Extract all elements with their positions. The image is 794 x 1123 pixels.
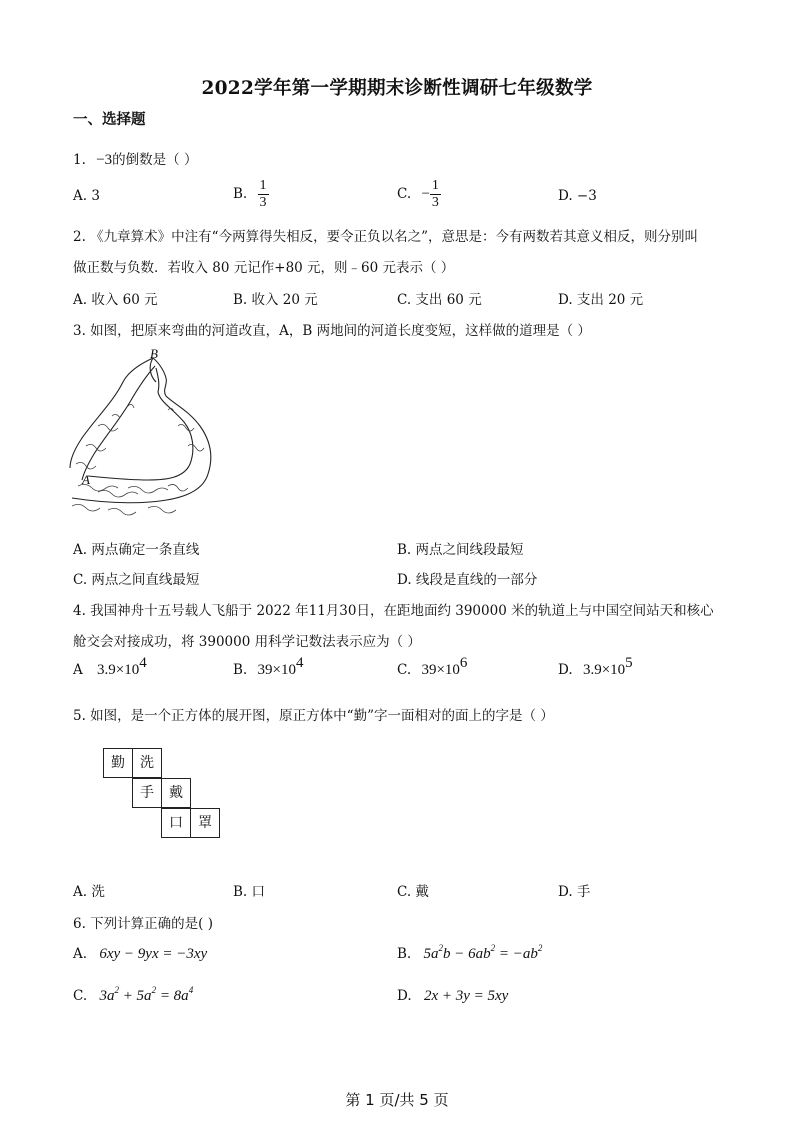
question-4-option-d[interactable] <box>558 655 633 679</box>
math-expression: 2x + 3y = 5xy <box>423 988 509 1004</box>
net-cell: 手 <box>132 778 162 808</box>
water-stroke <box>98 490 138 497</box>
question-number: 1. <box>73 152 86 168</box>
point-b-label: B <box>150 346 158 361</box>
math-expression: 3.9×10 <box>97 662 140 678</box>
water-stroke <box>128 404 134 408</box>
question-5-option-a[interactable]: A. 洗 <box>73 884 105 900</box>
option-label: B. <box>233 186 248 202</box>
question-5-stem: 5. 如图，是一个正方体的展开图，原正方体中“勤”字一面相对的面上的字是（ ） <box>73 708 554 724</box>
question-2-option-a[interactable]: A. 收入 60 元 <box>73 292 158 308</box>
question-2-option-b[interactable]: B. 收入 20 元 <box>233 292 318 308</box>
net-cell: 戴 <box>161 778 191 808</box>
question-3-option-b[interactable]: B. 两点之间线段最短 <box>397 542 524 558</box>
fraction <box>258 178 269 211</box>
river-left-bank-outer <box>70 358 153 468</box>
question-2-line-2: 做正数与负数．若收入 80 元记作+80 元，则﹣60 元表示（ ） <box>73 260 455 276</box>
denominator: 3 <box>431 195 439 210</box>
question-5-option-b[interactable]: B. 口 <box>233 884 266 900</box>
question-3-option-c[interactable]: C. 两点之间直线最短 <box>73 572 200 588</box>
question-4-option-b[interactable] <box>233 655 304 679</box>
question-text: 的倒数是（ ） <box>112 152 198 168</box>
net-cell: 勤 <box>103 748 133 778</box>
math-expression: 39×10 <box>421 662 460 678</box>
numerator: 1 <box>431 178 439 193</box>
math-expression: 3.9×10 <box>582 662 626 678</box>
math-expression: 39×10 <box>257 662 296 678</box>
math-expression: −3 <box>96 152 113 168</box>
point-a-label: A <box>82 472 90 487</box>
question-6-option-a[interactable] <box>73 946 207 963</box>
net-cell: 洗 <box>132 748 162 778</box>
exponent: 4 <box>139 655 147 671</box>
exponent: 4 <box>295 655 304 671</box>
question-3-option-a[interactable]: A. 两点确定一条直线 <box>73 542 200 558</box>
question-4-option-c[interactable] <box>397 655 468 679</box>
page-title: 2022学年第一学期期末诊断性调研七年级数学 <box>201 78 593 99</box>
minus-sign: − <box>421 186 430 202</box>
question-2-option-c[interactable]: C. 支出 60 元 <box>397 292 482 308</box>
numerator: 1 <box>259 178 267 193</box>
river-right-bank-outer <box>72 358 211 503</box>
question-4-option-a[interactable] <box>73 655 147 679</box>
water-stroke <box>148 506 176 513</box>
denominator: 3 <box>259 195 267 210</box>
question-6-stem: 6. 下列计算正确的是( ) <box>73 916 213 932</box>
water-stroke <box>188 444 204 451</box>
question-1-option-c[interactable] <box>397 178 441 211</box>
question-6-option-b[interactable] <box>397 943 543 963</box>
page-footer: 第 1 页/共 5 页 <box>345 1091 449 1109</box>
question-3-stem: 3. 如图，把原来弯曲的河道改直，A，B 两地间的河道长度变短，这样做的道理是（ ） <box>73 323 591 339</box>
question-1-option-b[interactable] <box>233 178 269 211</box>
question-1-option-d[interactable]: D. −3 <box>558 188 597 204</box>
water-stroke <box>72 504 100 511</box>
option-label: A <box>73 662 83 678</box>
option-label: D. <box>397 988 412 1004</box>
net-cell: 罩 <box>190 808 220 838</box>
exponent: 6 <box>459 655 468 671</box>
fraction <box>430 178 441 211</box>
math-expression: $3a^2 + 5a^2 = 8a^4$ <box>99 985 194 1004</box>
question-4-line-2: 舱交会对接成功，将 390000 用科学记数法表示应为（ ） <box>73 634 421 650</box>
question-1-option-a[interactable]: A. 3 <box>73 188 100 204</box>
option-label: C. <box>73 988 88 1004</box>
water-stroke <box>98 424 118 431</box>
exponent: 5 <box>625 655 633 671</box>
river-figure <box>68 346 218 526</box>
question-6-option-c[interactable] <box>73 985 194 1005</box>
question-5-option-c[interactable]: C. 戴 <box>397 884 429 900</box>
question-2-option-d[interactable]: D. 支出 20 元 <box>558 292 644 308</box>
question-6-option-d[interactable] <box>397 988 508 1005</box>
question-3-option-d[interactable]: D. 线段是直线的一部分 <box>397 572 538 588</box>
water-stroke <box>108 508 136 515</box>
question-2-line-1: 2. 《九章算术》中注有“今两算得失相反，要令正负以名之”，意思是：今有两数若其意义相反，则分别叫 <box>73 229 698 245</box>
section-heading: 一、选择题 <box>73 111 146 128</box>
option-label: B. <box>233 662 248 678</box>
question-5-option-d[interactable]: D. 手 <box>558 884 591 900</box>
option-label: A. <box>73 946 88 962</box>
water-stroke <box>168 484 188 491</box>
math-expression: 6xy − 9yx = −3xy <box>99 946 208 962</box>
option-label: C. <box>397 186 412 202</box>
question-1-stem <box>73 148 197 169</box>
math-expression: $5a^2b - 6ab^2 = -ab^2$ <box>423 943 543 962</box>
water-stroke <box>112 414 120 418</box>
question-4-line-1: 4. 我国神舟十五号载人飞船于 2022 年11月30日，在距地面约 390000 米的轨道上与中国空间站天和核心 <box>73 603 714 619</box>
option-label: B. <box>397 946 412 962</box>
option-label: D. <box>558 662 573 678</box>
net-cell: 口 <box>161 808 191 838</box>
option-label: C. <box>397 662 412 678</box>
